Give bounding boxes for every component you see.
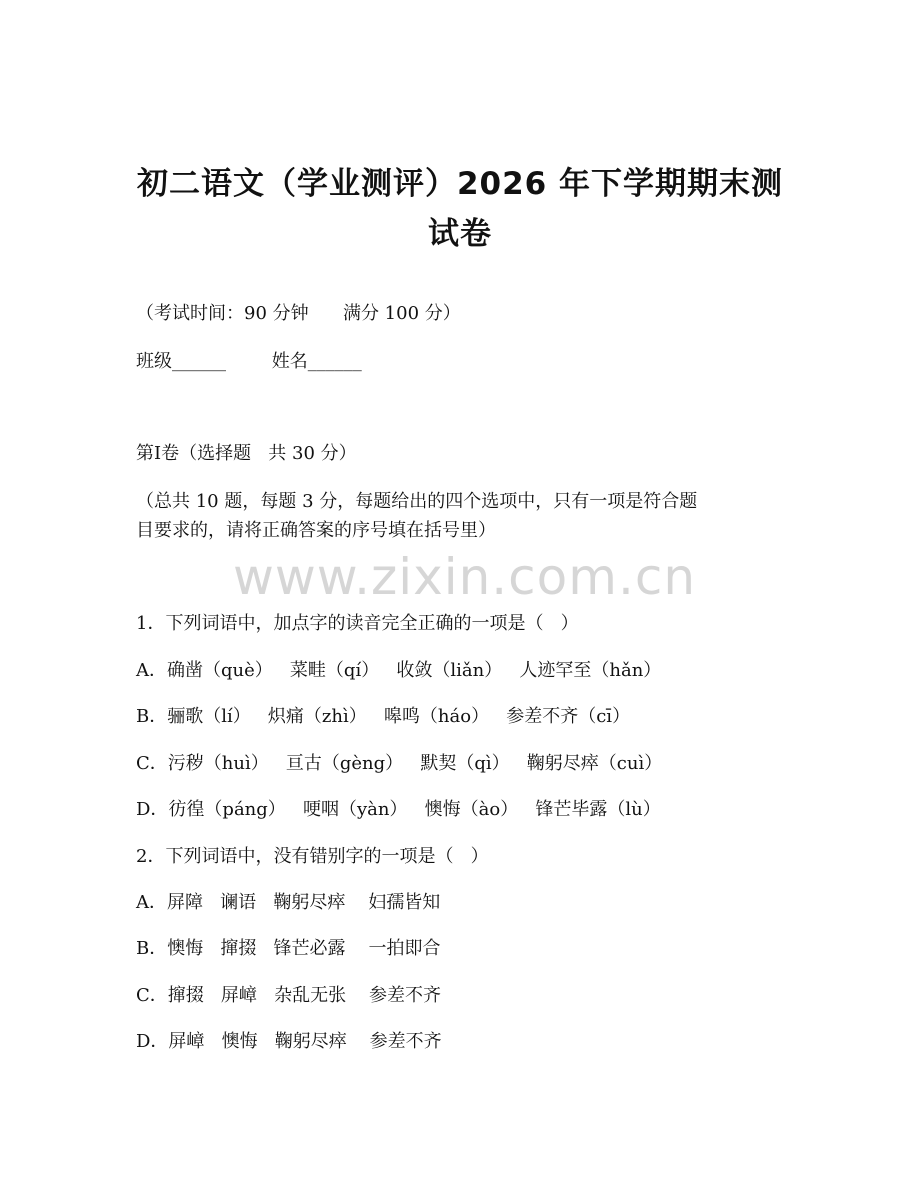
watermark: www.zixin.com.cn: [233, 548, 697, 606]
question-2-stem: 2．下列词语中，没有错别字的一项是（ ）: [136, 846, 489, 867]
title-line-1: 初二语文（学业测评）2026 年下学期期末测: [136, 166, 784, 202]
question-2-option-c: C．撺掇 屏嶂 杂乱无张 参差不齐: [136, 985, 441, 1006]
class-name-line: 班级______ 姓名______: [136, 351, 362, 372]
title-line-2: 试卷: [428, 216, 492, 252]
question-2-option-a: A．屏障 谰语 鞠躬尽瘁 妇孺皆知: [136, 892, 441, 913]
question-2-option-d: D．屏嶂 懊悔 鞠躬尽瘁 参差不齐: [136, 1031, 442, 1052]
exam-info: （考试时间：90 分钟 满分 100 分）: [136, 303, 461, 324]
question-2-option-b: B．懊悔 撺掇 锋芒必露 一拍即合: [136, 938, 441, 959]
question-1-option-a: A．确凿（què） 菜畦（qí） 收敛（liǎn） 人迹罕至（hǎn）: [136, 660, 662, 681]
question-1-stem: 1．下列词语中，加点字的读音完全正确的一项是（ ）: [136, 613, 579, 634]
instructions-line-1: （总共 10 题，每题 3 分，每题给出的四个选项中，只有一项是符合题: [136, 491, 698, 512]
question-1-option-d: D．彷徨（páng） 哽咽（yàn） 懊悔（ào） 锋芒毕露（lù）: [136, 799, 661, 820]
instructions-line-2: 目要求的，请将正确答案的序号填在括号里）: [136, 520, 496, 541]
question-1-option-c: C．污秽（huì） 亘古（gèng） 默契（qì） 鞠躬尽瘁（cuì）: [136, 753, 663, 774]
section-heading: 第Ⅰ卷（选择题 共 30 分）: [136, 443, 357, 464]
question-1-option-b: B．骊歌（lí） 炽痛（zhì） 嗥鸣（háo） 参差不齐（cī）: [136, 706, 631, 727]
